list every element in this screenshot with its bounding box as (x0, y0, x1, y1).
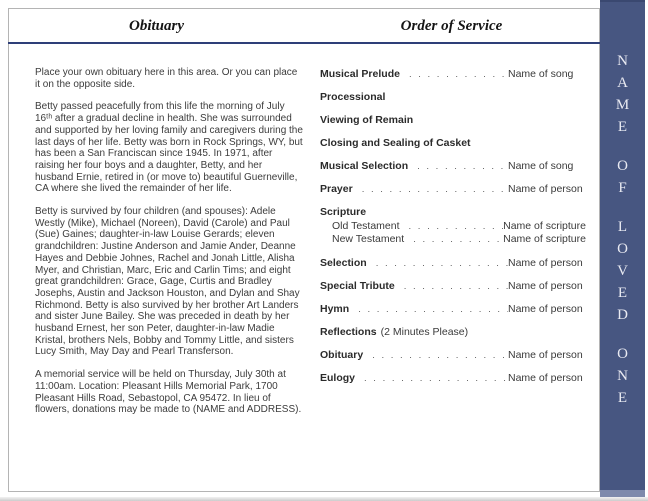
dotted-leader (359, 372, 508, 385)
service-item-label: Scripture (320, 206, 367, 218)
order-of-service-row (320, 349, 586, 362)
service-item-value: Name of person (508, 280, 583, 292)
service-item-value: Name of scripture (503, 233, 586, 245)
dotted-leader (408, 233, 503, 246)
order-of-service-row (320, 206, 586, 219)
service-item-value: Name of person (508, 183, 583, 195)
banner-letter: E (617, 285, 628, 301)
order-of-service-row (320, 303, 586, 316)
order-of-service-row (320, 91, 586, 104)
service-item-value: Name of song (508, 68, 574, 80)
order-of-service-row (320, 326, 586, 339)
banner-letter: O (617, 346, 628, 362)
dotted-leader (371, 257, 508, 270)
banner-letters (600, 2, 645, 409)
order-of-service-row (320, 372, 586, 385)
service-item-label: Obituary (320, 349, 364, 361)
obituary-paragraph: Betty passed peacefully from this life the morning of July 16ᵗʰ after a gradual decline in health. She was surrounded and supported by her loving family and caregivers during the last days of her life. Betty was born in Rock Springs, WY, but has been a San Franciscan since 1945. In 1971, after raising her four boys and a daughter, Betty, and her husband Ernie, retired in (or move to) beautiful Guerneville, CA where she lived the remainder of her life. (35, 101, 303, 195)
service-item-label: Hymn (320, 303, 350, 315)
page-bottom-edge (0, 497, 648, 501)
service-item-label: Closing and Sealing of Casket (320, 137, 471, 149)
banner-letter: L (617, 219, 628, 235)
dotted-leader (399, 280, 508, 293)
dotted-leader (367, 349, 508, 362)
obituary-title: Obituary (128, 18, 184, 34)
service-item-label: Musical Prelude (320, 68, 400, 80)
order-of-service-row (320, 68, 586, 81)
service-item-label: Selection (320, 257, 367, 269)
name-of-loved-one-banner (600, 0, 645, 492)
service-item-label: New Testament (332, 233, 405, 245)
dotted-leader (412, 160, 508, 173)
banner-letter: O (617, 241, 628, 257)
order-of-service-row (320, 280, 586, 293)
banner-letter: V (617, 263, 628, 279)
order-of-service-title: Order of Service (400, 18, 503, 34)
service-item-label: Viewing of Remain (320, 114, 414, 126)
service-item-suffix: (2 Minutes Please) (380, 326, 469, 338)
banner-letter: M (615, 97, 630, 113)
banner-letter: N (617, 368, 628, 384)
order-of-service-list (320, 68, 586, 395)
dotted-leader (357, 183, 508, 196)
banner-letter: O (617, 158, 628, 174)
order-of-service-row (320, 220, 586, 233)
dotted-leader (353, 303, 508, 316)
banner-letter: A (617, 75, 628, 91)
service-item-value: Name of person (508, 303, 583, 315)
service-item-value: Name of scripture (503, 220, 586, 232)
service-item-value: Name of person (508, 257, 583, 269)
dotted-leader (404, 68, 508, 81)
service-item-label: Reflections (320, 326, 377, 338)
service-item-label: Processional (320, 91, 386, 103)
banner-letter: E (617, 119, 628, 135)
service-item-label: Musical Selection (320, 160, 409, 172)
banner-letter: F (618, 180, 627, 196)
service-item-value: Name of person (508, 349, 583, 361)
dotted-leader (404, 220, 504, 233)
order-of-service-row (320, 114, 586, 127)
service-item-value: Name of song (508, 160, 574, 172)
service-item-label: Prayer (320, 183, 353, 195)
order-of-service-row (320, 160, 586, 173)
header-divider (8, 42, 600, 44)
order-of-service-row (320, 137, 586, 150)
service-item-value: Name of person (508, 372, 583, 384)
service-item-label: Eulogy (320, 372, 356, 384)
obituary-text (35, 67, 303, 427)
banner-letter: N (617, 53, 628, 69)
service-item-label: Old Testament (332, 220, 400, 232)
banner-letter: D (617, 307, 628, 323)
order-of-service-row (320, 233, 586, 246)
service-item-label: Special Tribute (320, 280, 395, 292)
order-of-service-row (320, 257, 586, 270)
obituary-paragraph: Place your own obituary here in this area. Or you can place it on the opposite side. (35, 67, 298, 90)
obituary-paragraph: A memorial service will be held on Thursday, July 30th at 11:00am. Location: Pleasant Hills Memorial Park, 1700 Pleasant Hills Road, Sebastopol, CA 95472. In lieu of flowers, donations may be made to (NAME and ADDRESS). (35, 369, 302, 416)
obituary-paragraph: Betty is survived by four children (and spouses): Adele Westly (Mike), Michael (Noreen), David (Carole) and Paul (Sue) Gaines; daughter-in-law Louise Gerards; eleven grandchildren: Justine Anderson and Jamie Ander, Deanne Hayes and Debbie Johnes, Rachel and Jonah Little, Alisha Myer, and Christian, Marc, Eric and Carlin Tims; and eight great grandchildren: Grace, Gage, Curtis and Bradley Josephs, Austin and Jackson Houston, and Dylan and Shay Richmond. Betty is also survived by her brother Art Landers and sister June Bailey. She was preceded in death by her husband Ernest, her son Peter, daughter-in-law Madie Kristal, brothers Nels, Bobby and Tommy Little, and sisters Lucy Smith, May Day and Pearl Transferson. (35, 206, 300, 358)
order-of-service-row (320, 183, 586, 196)
banner-letter: E (617, 390, 628, 406)
